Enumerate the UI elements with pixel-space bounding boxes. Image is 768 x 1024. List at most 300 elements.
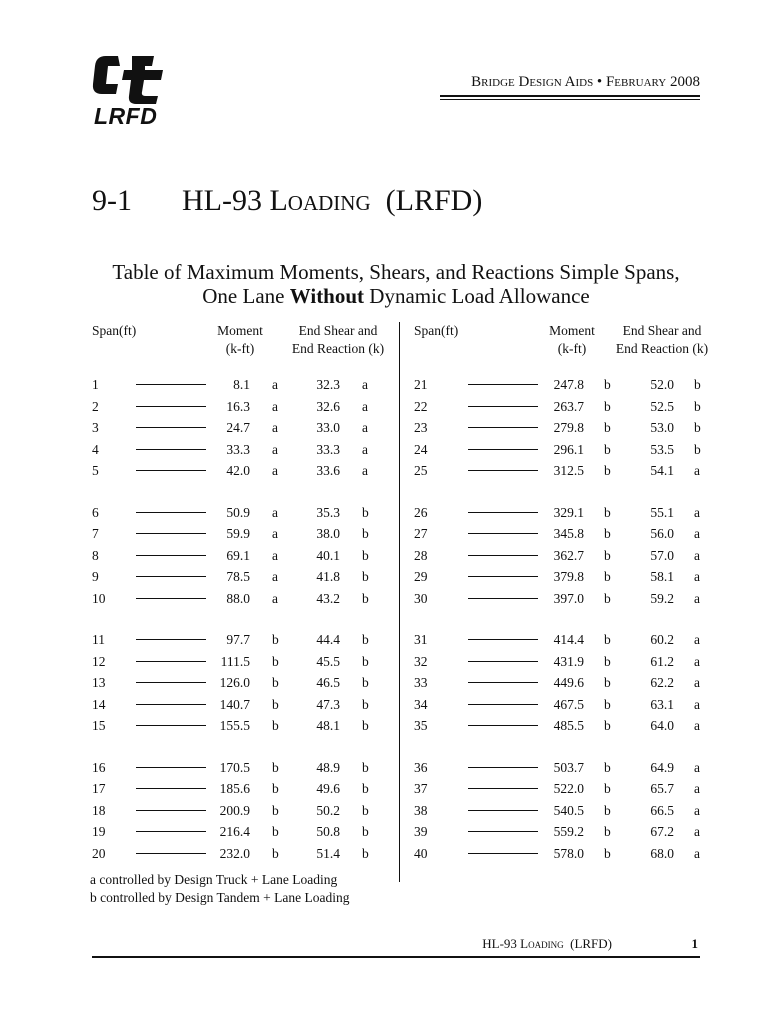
- leader-line: [136, 853, 206, 854]
- caltrans-logo-icon: [92, 54, 172, 104]
- header-rule-thin: [440, 99, 700, 100]
- shear-cell: 56.0: [650, 526, 674, 541]
- shear-cell: 43.2: [316, 590, 340, 606]
- shear-control-cell: b: [694, 420, 701, 435]
- section-title-sc: Loading: [269, 184, 371, 217]
- span-cell: 27: [414, 526, 428, 541]
- span-cell: 6: [92, 504, 99, 520]
- table-row: [90, 629, 390, 651]
- header-shear-line2: End Reaction (k): [615, 341, 709, 356]
- table-row: [90, 396, 390, 418]
- shear-control-cell: a: [694, 802, 700, 818]
- shear-cell: 41.8: [316, 569, 340, 584]
- footer-title: [482, 936, 612, 951]
- table-row: [90, 588, 390, 610]
- span-cell: 25: [414, 463, 428, 478]
- leader-line: [136, 512, 206, 513]
- shear-control-cell: b: [694, 377, 701, 392]
- table-row: [90, 800, 390, 822]
- moment-control-cell: a: [272, 504, 278, 520]
- table-row: [412, 672, 712, 694]
- shear-cell: 62.2: [650, 675, 674, 690]
- shear-cell: 44.4: [316, 632, 340, 647]
- shear-cell: 38.0: [316, 526, 340, 541]
- span-cell: 24: [414, 441, 428, 457]
- moment-cell: 540.5: [553, 802, 584, 818]
- moment-control-cell: a: [272, 441, 278, 457]
- table-row: [90, 374, 390, 396]
- shear-control-cell: a: [362, 463, 368, 478]
- leader-line: [468, 449, 538, 450]
- leader-line: [468, 598, 538, 599]
- moment-cell: 50.9: [226, 504, 250, 520]
- span-cell: 11: [92, 632, 105, 647]
- table-body-left: [90, 374, 390, 864]
- moment-control-cell: a: [272, 463, 278, 478]
- leader-line: [136, 449, 206, 450]
- leader-line: [468, 853, 538, 854]
- page-footer: [92, 936, 700, 958]
- shear-control-cell: a: [694, 696, 700, 712]
- section-title-prefix: HL-93: [182, 184, 270, 217]
- moment-control-cell: b: [604, 590, 611, 606]
- moment-cell: 185.6: [219, 781, 250, 796]
- table-row: [412, 843, 712, 865]
- span-cell: 10: [92, 590, 106, 606]
- leader-line: [136, 576, 206, 577]
- shear-control-cell: a: [362, 377, 368, 392]
- moment-control-cell: b: [604, 824, 611, 839]
- table-right-column: [412, 320, 712, 864]
- table-row: [412, 460, 712, 482]
- shear-cell: 50.8: [316, 824, 340, 839]
- shear-control-cell: b: [362, 590, 369, 606]
- header-moment-line2: (k-ft): [557, 341, 587, 356]
- moment-control-cell: a: [272, 569, 278, 584]
- section-number: 9-1: [92, 184, 132, 217]
- span-cell: 21: [414, 377, 428, 392]
- row-group: [90, 757, 390, 865]
- table-row: [412, 800, 712, 822]
- moment-control-cell: b: [272, 802, 279, 818]
- shear-cell: 48.9: [316, 759, 340, 775]
- shear-cell: 48.1: [316, 718, 340, 733]
- moment-control-cell: b: [604, 398, 611, 414]
- shear-cell: 32.3: [316, 377, 340, 392]
- shear-control-cell: a: [694, 759, 700, 775]
- table-notes: [90, 871, 349, 907]
- shear-cell: 51.4: [316, 845, 340, 861]
- moment-cell: 8.1: [233, 377, 250, 392]
- moment-cell: 111.5: [220, 653, 250, 669]
- page-header: [440, 74, 700, 100]
- span-cell: 18: [92, 802, 106, 818]
- column-divider: [399, 322, 400, 882]
- shear-cell: 35.3: [316, 504, 340, 520]
- leader-line: [468, 639, 538, 640]
- leader-line: [136, 427, 206, 428]
- shear-cell: 45.5: [316, 653, 340, 669]
- shear-control-cell: b: [362, 675, 369, 690]
- shear-control-cell: b: [362, 569, 369, 584]
- shear-cell: 50.2: [316, 802, 340, 818]
- moment-control-cell: b: [272, 759, 279, 775]
- table-row: [412, 629, 712, 651]
- header-moment: [532, 322, 612, 358]
- table-row: [90, 672, 390, 694]
- span-cell: 29: [414, 569, 428, 584]
- moment-control-cell: b: [272, 781, 279, 796]
- leader-line: [468, 533, 538, 534]
- moment-cell: 522.0: [553, 781, 584, 796]
- table-row: [90, 523, 390, 545]
- note-b: b controlled by Design Tandem + Lane Loading: [90, 890, 350, 905]
- row-group: [412, 374, 712, 482]
- leader-line: [136, 406, 206, 407]
- moment-cell: 16.3: [226, 398, 250, 414]
- header-span: Span(ft): [92, 323, 137, 338]
- span-cell: 32: [414, 653, 428, 669]
- span-cell: 8: [92, 547, 99, 563]
- shear-cell: 53.5: [650, 441, 674, 457]
- leader-line: [468, 725, 538, 726]
- moment-cell: 345.8: [553, 526, 584, 541]
- table-row: [90, 778, 390, 800]
- moment-cell: 431.9: [553, 653, 584, 669]
- leader-line: [136, 831, 206, 832]
- leader-line: [468, 788, 538, 789]
- span-cell: 40: [414, 845, 428, 861]
- leader-line: [468, 661, 538, 662]
- shear-control-cell: b: [362, 718, 369, 733]
- leader-line: [468, 427, 538, 428]
- moment-control-cell: b: [604, 845, 611, 861]
- leader-line: [136, 661, 206, 662]
- shear-control-cell: a: [694, 504, 700, 520]
- moment-cell: 578.0: [553, 845, 584, 861]
- table-row: [90, 417, 390, 439]
- moment-cell: 216.4: [219, 824, 250, 839]
- shear-cell: 63.1: [650, 696, 674, 712]
- table-row: [90, 460, 390, 482]
- shear-cell: 40.1: [316, 547, 340, 563]
- shear-cell: 64.9: [650, 759, 674, 775]
- moment-control-cell: b: [272, 718, 279, 733]
- shear-control-cell: a: [694, 526, 700, 541]
- moment-control-cell: b: [604, 718, 611, 733]
- leader-line: [468, 831, 538, 832]
- shear-control-cell: b: [362, 526, 369, 541]
- moment-control-cell: a: [272, 398, 278, 414]
- table-header: [90, 320, 390, 368]
- shear-cell: 65.7: [650, 781, 674, 796]
- moment-cell: 232.0: [219, 845, 250, 861]
- table-subtitle: [92, 260, 700, 308]
- moment-control-cell: b: [272, 824, 279, 839]
- span-cell: 28: [414, 547, 428, 563]
- span-cell: 20: [92, 845, 106, 861]
- shear-control-cell: a: [694, 675, 700, 690]
- span-cell: 23: [414, 420, 428, 435]
- moment-control-cell: b: [604, 696, 611, 712]
- table-row: [90, 757, 390, 779]
- table-body-right: [412, 374, 712, 864]
- span-cell: 15: [92, 718, 106, 733]
- row-group: [412, 629, 712, 737]
- shear-control-cell: a: [694, 781, 700, 796]
- span-cell: 31: [414, 632, 428, 647]
- span-cell: 35: [414, 718, 428, 733]
- subtitle-line2-bold: Without: [289, 284, 365, 308]
- shear-control-cell: b: [362, 632, 369, 647]
- header-moment-line1: Moment: [549, 323, 595, 338]
- table-row: [90, 651, 390, 673]
- header-moment-line2: (k-ft): [225, 341, 255, 356]
- leader-line: [468, 555, 538, 556]
- span-cell: 2: [92, 398, 99, 414]
- table-row: [90, 715, 390, 737]
- shear-control-cell: b: [362, 824, 369, 839]
- moment-control-cell: b: [604, 420, 611, 435]
- subtitle-line2-post: Dynamic Load Allowance: [364, 284, 590, 308]
- span-cell: 30: [414, 590, 428, 606]
- table-row: [412, 651, 712, 673]
- header-moment: [200, 322, 280, 358]
- leader-line: [136, 788, 206, 789]
- span-cell: 33: [414, 675, 428, 690]
- shear-cell: 55.1: [650, 504, 674, 520]
- moment-control-cell: b: [604, 441, 611, 457]
- moment-control-cell: b: [272, 696, 279, 712]
- shear-cell: 66.5: [650, 802, 674, 818]
- moment-control-cell: b: [604, 463, 611, 478]
- shear-cell: 52.0: [650, 377, 674, 392]
- moment-cell: 88.0: [226, 590, 250, 606]
- header-shear-line1: End Shear and: [622, 323, 702, 338]
- span-cell: 14: [92, 696, 106, 712]
- span-cell: 1: [92, 377, 99, 392]
- span-cell: 19: [92, 824, 106, 839]
- shear-cell: 59.2: [650, 590, 674, 606]
- shear-control-cell: b: [362, 759, 369, 775]
- table-row: [412, 757, 712, 779]
- moment-control-cell: a: [272, 547, 278, 563]
- leader-line: [136, 470, 206, 471]
- moment-cell: 296.1: [553, 441, 584, 457]
- header-span: Span(ft): [414, 323, 459, 338]
- shear-control-cell: a: [694, 463, 700, 478]
- table-row: [412, 715, 712, 737]
- footer-text: [92, 936, 700, 956]
- span-cell: 16: [92, 759, 106, 775]
- moment-cell: 379.8: [553, 569, 584, 584]
- shear-cell: 58.1: [650, 569, 674, 584]
- row-group: [90, 502, 390, 610]
- moment-cell: 414.4: [553, 632, 584, 647]
- table-row: [412, 502, 712, 524]
- moment-control-cell: b: [272, 675, 279, 690]
- moment-cell: 97.7: [226, 632, 250, 647]
- shear-cell: 47.3: [316, 696, 340, 712]
- span-cell: 36: [414, 759, 428, 775]
- footer-title-prefix: HL-93: [482, 936, 521, 951]
- footer-title-suffix: (LRFD): [570, 936, 612, 951]
- leader-line: [468, 767, 538, 768]
- shear-control-cell: a: [694, 845, 700, 861]
- table-row: [412, 588, 712, 610]
- span-cell: 17: [92, 781, 106, 796]
- moment-cell: 449.6: [553, 675, 584, 690]
- row-group: [90, 629, 390, 737]
- header-shear-line1: End Shear and: [298, 323, 378, 338]
- shear-control-cell: a: [362, 441, 368, 457]
- leader-line: [136, 533, 206, 534]
- leader-line: [136, 810, 206, 811]
- span-cell: 5: [92, 463, 99, 478]
- leader-line: [136, 767, 206, 768]
- shear-cell: 52.5: [650, 398, 674, 414]
- moment-control-cell: a: [272, 526, 278, 541]
- moment-control-cell: b: [604, 504, 611, 520]
- table-row: [90, 821, 390, 843]
- shear-cell: 60.2: [650, 632, 674, 647]
- moment-cell: 362.7: [553, 547, 584, 563]
- leader-line: [136, 682, 206, 683]
- table-row: [412, 778, 712, 800]
- moment-control-cell: b: [604, 653, 611, 669]
- shear-control-cell: b: [362, 696, 369, 712]
- header-text: Bridge Design Aids • February 2008: [471, 74, 700, 90]
- moment-cell: 59.9: [226, 526, 250, 541]
- moment-cell: 485.5: [553, 718, 584, 733]
- leader-line: [468, 512, 538, 513]
- row-group: [412, 502, 712, 610]
- header-shear: [288, 322, 388, 358]
- leader-line: [136, 639, 206, 640]
- moment-control-cell: a: [272, 590, 278, 606]
- moment-cell: 126.0: [219, 675, 250, 690]
- moment-control-cell: b: [604, 526, 611, 541]
- span-cell: 39: [414, 824, 428, 839]
- shear-cell: 64.0: [650, 718, 674, 733]
- leader-line: [136, 704, 206, 705]
- moment-control-cell: b: [604, 547, 611, 563]
- leader-line: [468, 406, 538, 407]
- row-group: [90, 374, 390, 482]
- moment-cell: 279.8: [553, 420, 584, 435]
- table-row: [412, 545, 712, 567]
- table-row: [90, 502, 390, 524]
- moment-control-cell: b: [604, 632, 611, 647]
- moment-control-cell: b: [272, 632, 279, 647]
- shear-cell: 67.2: [650, 824, 674, 839]
- shear-cell: 54.1: [650, 463, 674, 478]
- shear-cell: 68.0: [650, 845, 674, 861]
- moment-control-cell: b: [272, 653, 279, 669]
- moment-cell: 312.5: [553, 463, 584, 478]
- table-row: [90, 439, 390, 461]
- footer-rule: [92, 956, 700, 958]
- leader-line: [136, 598, 206, 599]
- table-row: [90, 694, 390, 716]
- moment-cell: 329.1: [553, 504, 584, 520]
- row-group: [412, 757, 712, 865]
- shear-control-cell: b: [362, 653, 369, 669]
- shear-control-cell: a: [694, 632, 700, 647]
- shear-control-cell: b: [362, 547, 369, 563]
- table-header: [412, 320, 712, 368]
- shear-control-cell: a: [694, 547, 700, 563]
- shear-control-cell: b: [362, 781, 369, 796]
- moment-cell: 24.7: [226, 420, 250, 435]
- leader-line: [136, 384, 206, 385]
- moment-cell: 503.7: [553, 759, 584, 775]
- moment-cell: 155.5: [219, 718, 250, 733]
- table-row: [90, 566, 390, 588]
- leader-line: [468, 576, 538, 577]
- moment-cell: 467.5: [553, 696, 584, 712]
- subtitle-line2-pre: One Lane: [202, 284, 290, 308]
- table-row: [412, 694, 712, 716]
- moment-control-cell: b: [604, 802, 611, 818]
- shear-cell: 46.5: [316, 675, 340, 690]
- span-cell: 7: [92, 526, 99, 541]
- leader-line: [468, 682, 538, 683]
- shear-cell: 49.6: [316, 781, 340, 796]
- span-cell: 13: [92, 675, 106, 690]
- footer-title-sc: Loading: [520, 936, 564, 951]
- table-row: [412, 821, 712, 843]
- moment-cell: 247.8: [553, 377, 584, 392]
- moment-cell: 397.0: [553, 590, 584, 606]
- shear-control-cell: b: [694, 441, 701, 457]
- span-cell: 37: [414, 781, 428, 796]
- table-row: [412, 396, 712, 418]
- shear-control-cell: a: [362, 398, 368, 414]
- table-row: [412, 439, 712, 461]
- moment-cell: 33.3: [226, 441, 250, 457]
- shear-control-cell: b: [362, 802, 369, 818]
- leader-line: [468, 810, 538, 811]
- moment-control-cell: b: [272, 845, 279, 861]
- header-shear: [612, 322, 712, 358]
- moment-control-cell: b: [604, 781, 611, 796]
- span-cell: 34: [414, 696, 428, 712]
- moment-cell: 42.0: [226, 463, 250, 478]
- shear-control-cell: a: [694, 824, 700, 839]
- moment-cell: 170.5: [219, 759, 250, 775]
- shear-cell: 32.6: [316, 398, 340, 414]
- span-cell: 3: [92, 420, 99, 435]
- shear-cell: 53.0: [650, 420, 674, 435]
- table-row: [412, 523, 712, 545]
- logo-text: LRFD: [94, 103, 158, 129]
- span-cell: 12: [92, 653, 106, 669]
- span-cell: 4: [92, 441, 99, 457]
- leader-line: [136, 555, 206, 556]
- shear-control-cell: b: [362, 845, 369, 861]
- moment-cell: 263.7: [553, 398, 584, 414]
- shear-control-cell: b: [694, 398, 701, 414]
- subtitle-line1: Table of Maximum Moments, Shears, and Reactions Simple Spans,: [112, 260, 680, 284]
- leader-line: [468, 384, 538, 385]
- header-shear-line2: End Reaction (k): [291, 341, 385, 356]
- shear-cell: 57.0: [650, 547, 674, 563]
- leader-line: [136, 725, 206, 726]
- shear-control-cell: a: [694, 653, 700, 669]
- shear-control-cell: b: [362, 504, 369, 520]
- moment-cell: 140.7: [219, 696, 250, 712]
